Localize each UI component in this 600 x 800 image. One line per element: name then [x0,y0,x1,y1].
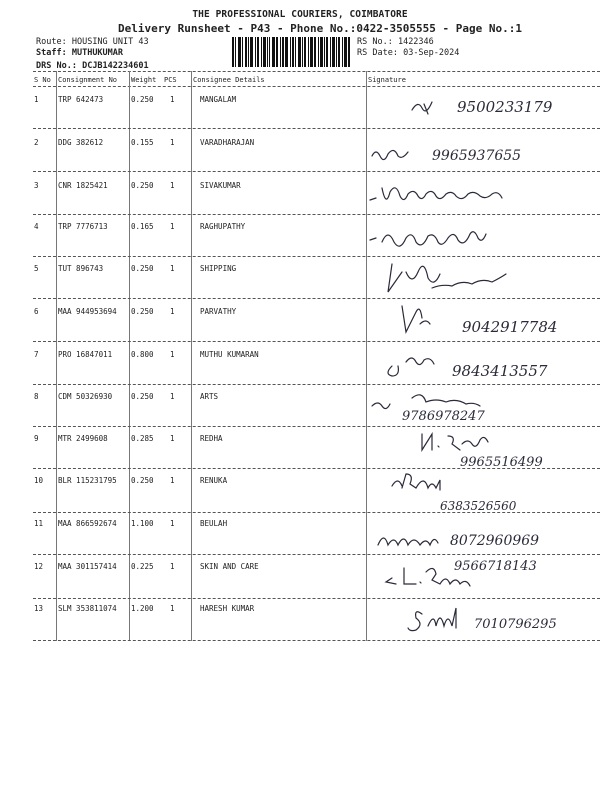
row-sno: 2 [34,138,39,147]
rs-date-line [357,48,459,58]
column-header-weight: Weight [131,76,157,84]
row-consignee: REDHA [200,434,223,443]
company-name: THE PROFESSIONAL COURIERS, COIMBATORE [192,9,408,20]
row-separator [33,256,600,257]
route-label: Route: [36,37,67,47]
row-sno: 11 [34,519,44,528]
row-consignee: ARTS [200,392,219,401]
row-sno: 8 [34,392,39,401]
row-consignment: DDG 382612 [58,138,104,147]
row-pcs: 1 [170,519,175,528]
signature-handwritten [362,302,600,342]
row-consignee: MANGALAM [200,95,237,104]
signature-phone: 9965937655 [432,148,522,164]
rs-date-value: 03-Sep-2024 [403,48,460,58]
row-separator [33,171,600,172]
col-divider-pcs [191,71,192,641]
row-weight: 0.165 [131,222,154,231]
row-sno: 4 [34,222,39,231]
table-top-rule [33,71,600,72]
runsheet-title: Delivery Runsheet - P43 - Phone No.:0422-3505555 - Page No.:1 [118,22,522,35]
row-consignee: RAGHUPATHY [200,222,246,231]
row-pcs: 1 [170,434,175,443]
rs-no-value: 1422346 [397,37,434,47]
col-divider-consignment [129,71,130,641]
row-consignment: MAA 944953694 [58,307,117,316]
table-bottom-rule [33,640,600,641]
signature-phone: 9566718143 [454,559,537,574]
row-consignment: SLM 353811074 [58,604,117,613]
signature-handwritten [362,600,600,640]
row-consignment: TRP 642473 [58,95,104,104]
row-sno: 12 [34,562,44,571]
row-consignee: SHIPPING [200,264,237,273]
row-sno: 13 [34,604,44,613]
row-weight: 0.225 [131,562,154,571]
row-pcs: 1 [170,476,175,485]
row-weight: 0.250 [131,181,154,190]
row-consignment: BLR 115231795 [58,476,117,485]
row-pcs: 1 [170,181,175,190]
row-weight: 0.250 [131,264,154,273]
signature-handwritten [362,220,600,260]
row-separator [33,512,600,513]
row-consignee: PARVATHY [200,307,237,316]
row-weight: 0.285 [131,434,154,443]
row-sno: 7 [34,350,39,359]
signature-handwritten [362,554,600,594]
row-weight: 0.250 [131,95,154,104]
route-line [36,37,149,47]
row-consignment: TRP 7776713 [58,222,108,231]
row-separator [33,426,600,427]
col-divider-sno [56,71,57,641]
row-consignment: MAA 866592674 [58,519,117,528]
signature-handwritten [362,178,600,218]
row-weight: 0.250 [131,307,154,316]
signature-phone: 6383526560 [440,499,517,513]
signature-handwritten [362,86,600,126]
signature-phone: 9042917784 [462,318,558,336]
staff-value: MUTHUKUMAR [71,48,124,58]
row-pcs: 1 [170,222,175,231]
signature-handwritten [362,470,600,513]
row-sno: 5 [34,264,39,273]
signature-phone: 8072960969 [450,533,540,549]
barcode-image [232,37,350,67]
signature-handwritten [362,384,600,424]
row-consignment: MAA 301157414 [58,562,117,571]
row-consignee: VARADHARAJAN [200,138,255,147]
row-pcs: 1 [170,264,175,273]
row-pcs: 1 [170,562,175,571]
row-separator [33,598,600,599]
signature-handwritten [362,515,600,555]
signature-handwritten [362,132,600,172]
row-pcs: 1 [170,95,175,104]
drs-line [36,61,149,71]
row-consignee: MUTHU KUMARAN [200,350,259,359]
row-weight: 0.250 [131,476,154,485]
row-separator [33,468,600,469]
row-separator [33,341,600,342]
row-sno: 10 [34,476,44,485]
row-weight: 0.250 [131,392,154,401]
signature-handwritten [362,428,600,468]
row-consignee: SKIN AND CARE [200,562,259,571]
row-weight: 1.100 [131,519,154,528]
signature-phone: 9965516499 [460,455,543,470]
row-consignment: CDM 50326930 [58,392,113,401]
drs-value: DCJB142234601 [82,61,149,71]
column-header-signature: Signature [368,76,406,84]
row-pcs: 1 [170,138,175,147]
staff-label: Staff: [36,48,67,58]
row-weight: 1.200 [131,604,154,613]
row-separator [33,128,600,129]
row-consignee: BEULAH [200,519,228,528]
route-value: HOUSING UNIT 43 [71,37,149,47]
row-separator [33,298,600,299]
row-sno: 3 [34,181,39,190]
row-consignee: RENUKA [200,476,228,485]
row-weight: 0.800 [131,350,154,359]
row-sno: 6 [34,307,39,316]
row-pcs: 1 [170,350,175,359]
row-consignee: SIVAKUMAR [200,181,241,190]
signature-phone: 9786978247 [402,409,485,424]
signature-phone: 9843413557 [452,362,548,380]
signature-phone: 9500233179 [457,98,553,116]
signature-handwritten [362,258,600,298]
staff-line [36,48,123,58]
row-separator [33,214,600,215]
row-sno: 9 [34,434,39,443]
row-consignment: PRO 16847011 [58,350,113,359]
column-header-sno: S No [34,76,51,84]
signature-phone: 7010796295 [474,617,557,632]
rs-date-label: RS Date: [357,48,398,58]
column-header-consignment: Consignment No [58,76,118,84]
signature-handwritten [362,346,600,386]
column-header-pcs: PCS [164,76,177,84]
rs-no-label: RS No.: [357,37,393,47]
row-consignment: TUT 896743 [58,264,104,273]
row-consignee: HARESH KUMAR [200,604,255,613]
column-header-consignee: Consignee Details [193,76,265,84]
row-consignment: CNR 1825421 [58,181,108,190]
row-sno: 1 [34,95,39,104]
row-consignment: MTR 2499608 [58,434,108,443]
rs-no-line [357,37,434,47]
row-pcs: 1 [170,604,175,613]
row-pcs: 1 [170,307,175,316]
drs-label: DRS No.: [36,61,77,71]
row-pcs: 1 [170,392,175,401]
row-weight: 0.155 [131,138,154,147]
